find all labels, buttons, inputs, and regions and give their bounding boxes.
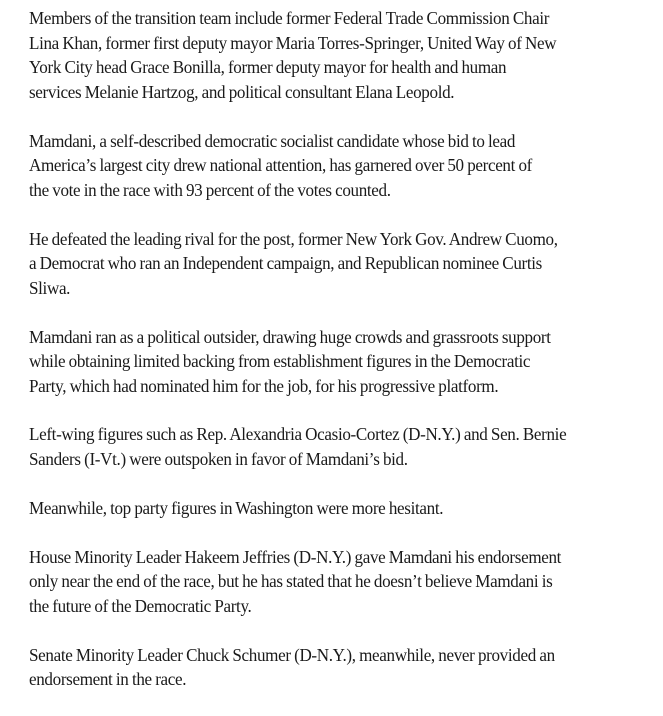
article-body <box>29 6 663 716</box>
paragraph-outsider <box>29 325 644 399</box>
text-line: America’s largest city drew national attention, has garnered over 50 percent of <box>29 155 533 176</box>
paragraph-hesitant <box>29 496 644 521</box>
text-line: Sliwa. <box>29 277 71 298</box>
text-line: He defeated the leading rival for the post, former New York Gov. Andrew Cuomo, <box>29 228 558 249</box>
text-line: Party, which had nominated him for the job, for his progressive platform. <box>29 375 499 396</box>
text-line: Senate Minority Leader Chuck Schumer (D-N.Y.), meanwhile, never provided an <box>29 644 555 665</box>
paragraph-left-wing-support <box>29 422 644 471</box>
text-line: Sanders (I-Vt.) were outspoken in favor of Mamdani’s bid. <box>29 449 408 470</box>
text-line: Mamdani, a self-described democratic socialist candidate whose bid to lead <box>29 130 516 151</box>
paragraph-defeated-rivals <box>29 227 644 301</box>
paragraph-jeffries <box>29 545 644 619</box>
text-line: Left-wing figures such as Rep. Alexandria Ocasio-Cortez (D-N.Y.) and Sen. Bernie <box>29 424 567 445</box>
text-line: only near the end of the race, but he has stated that he doesn’t believe Mamdani is <box>29 571 553 592</box>
paragraph-transition-team <box>29 6 644 104</box>
text-line: services Melanie Hartzog, and political consultant Elana Leopold. <box>29 81 455 102</box>
paragraph-schumer <box>29 643 644 692</box>
text-line: Meanwhile, top party figures in Washington were more hesitant. <box>29 497 444 518</box>
text-line: Lina Khan, former first deputy mayor Maria Torres-Springer, United Way of New <box>29 32 557 53</box>
paragraph-mamdani-vote <box>29 129 644 203</box>
text-line: Mamdani ran as a political outsider, drawing huge crowds and grassroots support <box>29 326 551 347</box>
text-line: the future of the Democratic Party. <box>29 595 252 616</box>
text-line: while obtaining limited backing from establishment figures in the Democratic <box>29 351 531 372</box>
text-line: House Minority Leader Hakeem Jeffries (D-N.Y.) gave Mamdani his endorsement <box>29 546 562 567</box>
text-line: the vote in the race with 93 percent of the votes counted. <box>29 179 391 200</box>
text-line: a Democrat who ran an Independent campaign, and Republican nominee Curtis <box>29 253 542 274</box>
text-line: endorsement in the race. <box>29 669 187 690</box>
text-line: York City head Grace Bonilla, former deputy mayor for health and human <box>29 57 507 78</box>
text-line: Members of the transition team include former Federal Trade Commission Chair <box>29 8 550 28</box>
